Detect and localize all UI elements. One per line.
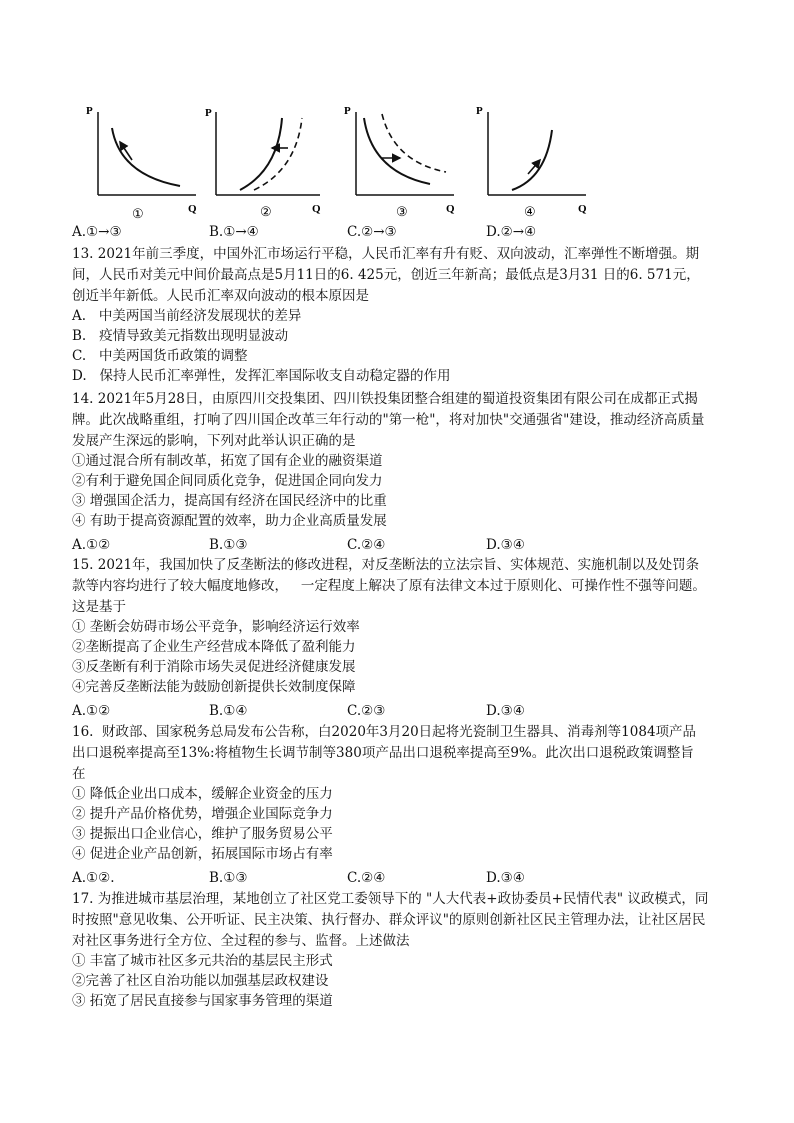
svg-text:Q: Q — [578, 203, 587, 215]
q13-option-b: B. 疫情导致美元指数出现明显波动 — [72, 328, 289, 344]
q12-option-c: C.②→③ — [347, 224, 397, 240]
q15-option-a: A.①② — [72, 703, 111, 719]
q12-option-b: B.①→④ — [209, 224, 259, 240]
graph-3-svg — [342, 100, 472, 220]
q14-option-a: A.①② — [72, 537, 111, 553]
graph-1 — [70, 100, 200, 224]
graph-4-label: ④ — [524, 205, 536, 220]
svg-text:Q: Q — [446, 203, 455, 215]
q14-item: ③ 增强国企活力，提高国有经济在国民经济中的比重 — [72, 493, 387, 509]
q16-option-a: A.①②. — [72, 870, 115, 886]
q16-stem-line: 16. 财政部、国家税务总局发布公告称，白2020年3月20日起将光瓷制卫生器具、消毒剂等1084项产品 — [72, 724, 697, 740]
q15-item: ③反垄断有利于消除市场失灵促进经济健康发展 — [72, 659, 356, 675]
q15-item: ②垄断提高了企业生产经营成本降低了盈利能力 — [72, 639, 356, 655]
q16-option-d: D.③④ — [486, 870, 525, 886]
q13-stem-line: 创近半年新低。人民币汇率双向波动的根本原因是 — [72, 288, 369, 304]
q-axis-label: Q — [188, 203, 197, 215]
q14-stem-line: 牌。此次战略重组，打响了四川国企改革三年行动的"第一枪"，将对加快"交通强省"建设，推动经济高质量 — [72, 412, 705, 428]
q14-item: ④ 有助于提高资源配置的效率，助力企业高质量发展 — [72, 513, 387, 529]
q17-item: ③ 拓宽了居民直接参与国家事务管理的渠道 — [72, 993, 333, 1009]
q16-stem-line: 在 — [72, 766, 86, 782]
q13-option-a: A. 中美两国当前经济发展现状的差异 — [72, 308, 302, 324]
q16-option-b: B.①③ — [209, 870, 248, 886]
q15-item: ① 垄断会妨碍市场公平竞争，影响经济运行效率 — [72, 619, 360, 635]
q12-option-a: A.①→③ — [72, 224, 122, 240]
supply-demand-graphs — [70, 100, 600, 230]
q17-item: ②完善了社区自治功能以加强基层政权建设 — [72, 973, 329, 989]
q13-stem-line: 13. 2021年前三季度，中国外汇市场运行平稳，人民币汇率有升有贬、双向波动，汇率弹性不断增强。期 — [72, 246, 700, 262]
q16-item: ④ 促进企业产品创新，拓展国际市场占有率 — [72, 846, 333, 862]
q13-stem-line: 间，人民币对美元中间价最高点是5月11日的6. 425元，创近三年新高；最低点是3月31 日的6. 571元， — [72, 267, 700, 283]
q16-item: ② 提升产品价格优势，增强企业国际竞争力 — [72, 806, 333, 822]
svg-text:P: P — [344, 105, 351, 117]
q16-item: ① 降低企业出口成本，缓解企业资金的压力 — [72, 786, 333, 802]
q14-item: ①通过混合所有制改革，拓宽了国有企业的融资渠道 — [72, 453, 383, 469]
q16-stem-line: 出口退税率提高至13%:将植物生长调节制等380项产品出口退税率提高至9%。此次出口退税政策调整旨 — [72, 745, 694, 761]
svg-text:P: P — [476, 105, 483, 117]
q12-option-d: D.②→④ — [486, 224, 537, 240]
q16-item: ③ 提振出口企业信心，维护了服务贸易公平 — [72, 826, 333, 842]
q14-stem-line: 发展产生深远的影响，下列对此举认识正确的是 — [72, 433, 356, 449]
q17-stem-line: 17. 为推进城市基层治理，某地创立了社区党工委领导下的 "人大代表+政协委员+民情代表" 议政模式，同 — [72, 891, 709, 907]
p-axis-label: P — [86, 105, 93, 117]
q15-stem-line: 款等内容均进行了较大幅度地修改， 一定程度上解决了原有法律文本过于原则化、可操作性不强等问题。 — [72, 578, 706, 594]
q15-option-b: B.①④ — [209, 703, 248, 719]
graph-2-svg — [200, 100, 330, 220]
q15-item: ④完善反垄断法能为鼓励创新提供长效制度保障 — [72, 679, 356, 695]
q14-option-d: D.③④ — [486, 537, 525, 553]
q15-stem-line: 这是基于 — [72, 599, 126, 615]
q14-option-b: B.①③ — [209, 537, 248, 553]
graph-1-label: ① — [132, 207, 144, 222]
q16-option-c: C.②④ — [347, 870, 386, 886]
graph-4 — [474, 100, 604, 224]
q13-option-d: D. 保持人民币汇率弹性，发挥汇率国际收支自动稳定器的作用 — [72, 368, 451, 384]
svg-text:P: P — [205, 107, 212, 119]
q14-item: ②有利于避免国企间同质化竞争，促进国企同向发力 — [72, 473, 383, 489]
graph-3 — [342, 100, 472, 224]
q13-option-c: C. 中美两国货币政策的调整 — [72, 348, 248, 364]
q15-option-c: C.②③ — [347, 703, 386, 719]
svg-text:Q: Q — [312, 203, 321, 215]
q17-item: ① 丰富了城市社区多元共治的基层民主形式 — [72, 953, 333, 969]
graph-4-svg — [474, 100, 604, 220]
q15-option-d: D.③④ — [486, 703, 525, 719]
q17-stem-line: 对社区事务进行全方位、全过程的参与、监督。上述做法 — [72, 933, 410, 949]
q14-option-c: C.②④ — [347, 537, 386, 553]
graph-1-svg — [70, 100, 200, 220]
graph-2 — [200, 100, 330, 224]
graph-2-label: ② — [260, 205, 272, 220]
q14-stem-line: 14. 2021年5月28日，由原四川交投集团、四川铁投集团整合组建的蜀道投资集团有限公司在成都正式揭 — [72, 391, 698, 407]
q17-stem-line: 时按照"意见收集、公开听证、民主决策、执行督办、群众评议"的原则创新社区民主管理办法，让社区居民 — [72, 912, 706, 928]
graph-3-label: ③ — [396, 205, 408, 220]
q15-stem-line: 15. 2021年，我国加快了反垄断法的修改进程，对反垄断法的立法宗旨、实体规范、实施机制以及处罚条 — [72, 557, 700, 573]
